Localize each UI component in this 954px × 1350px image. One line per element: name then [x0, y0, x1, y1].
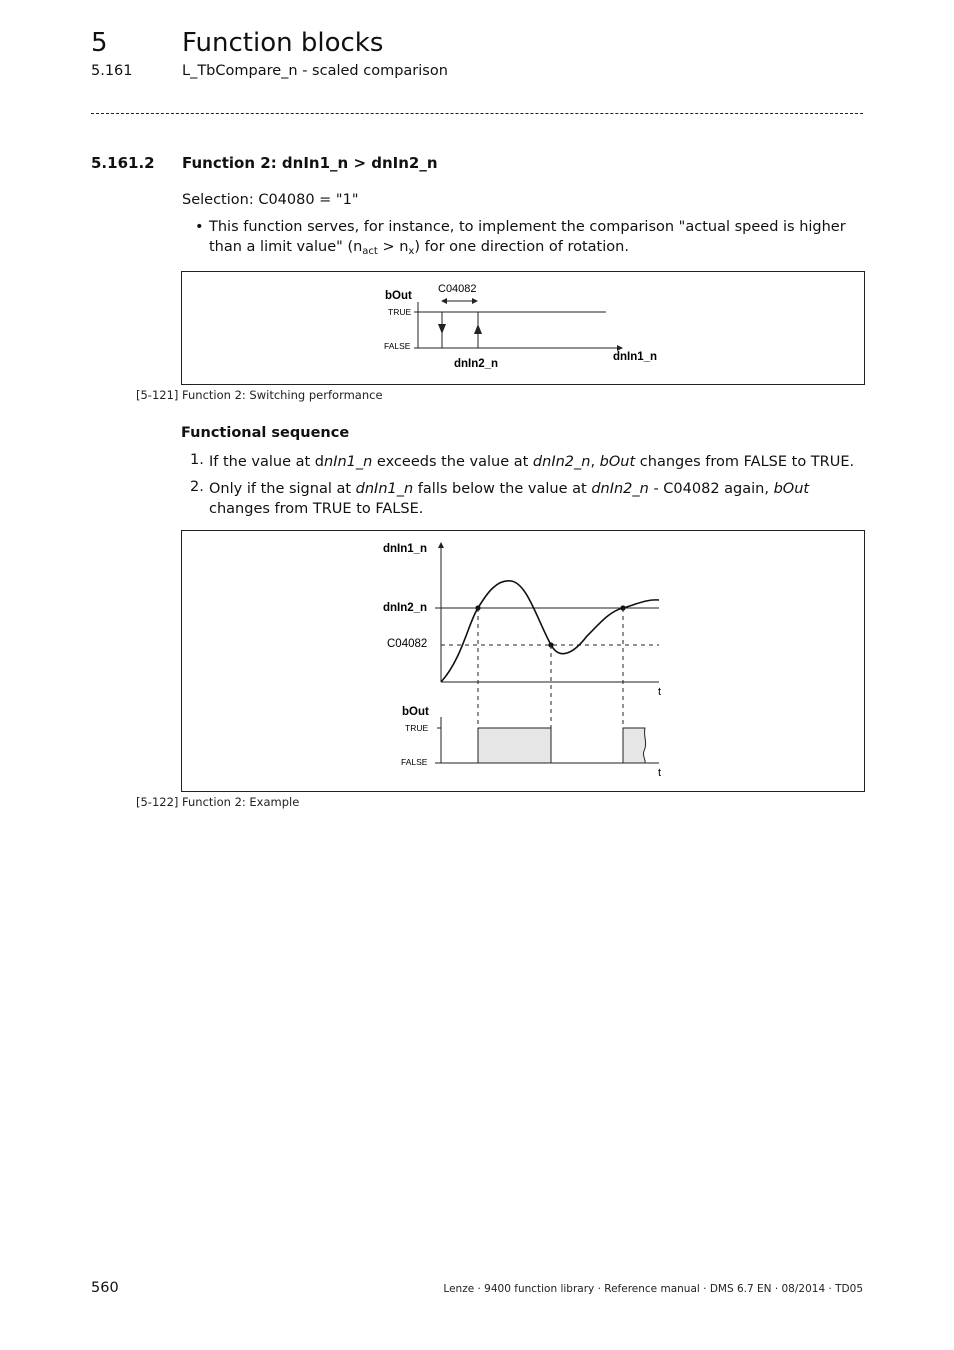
footer-text: Lenze · 9400 function library · Reference manual · DMS 6.7 EN · 08/2014 · TD05	[443, 1283, 863, 1295]
bullet-part: > n	[377, 239, 409, 255]
example-diagram	[182, 531, 864, 791]
italic-run: dnIn2_n	[532, 454, 591, 470]
fig2-time-label: t	[658, 686, 662, 698]
fig2-true-label: TRUE	[405, 723, 429, 733]
fig2-hysteresis-label: C04082	[387, 638, 428, 650]
section-number: 5.161	[91, 63, 133, 79]
figure-example	[181, 530, 865, 792]
italic-run: bOut	[773, 481, 810, 497]
italic-run: bOut	[599, 454, 636, 470]
text-run: exceeds the value at	[372, 454, 533, 470]
bullet-part: ) for one direction of rotation.	[414, 239, 629, 255]
bullet-part: This function serves, for instance, to implement the comparison "actual speed is higher than a limit value" (n	[209, 219, 846, 255]
italic-run: dnIn1_n	[355, 481, 414, 497]
functional-sequence-heading: Functional sequence	[181, 425, 350, 441]
section-title: L_TbCompare_n - scaled comparison	[182, 63, 448, 79]
figure1-caption: Function 2: Switching performance	[182, 388, 383, 402]
fig1-up-arrow	[474, 324, 482, 334]
bullet-sub: act	[362, 246, 378, 257]
bullet-marker: •	[195, 219, 204, 235]
chapter-title: Function blocks	[182, 28, 384, 58]
text-run: Only if the signal at	[209, 481, 356, 497]
fig1-down-arrow	[438, 324, 446, 334]
fig2-threshold-label: dnIn2_n	[383, 602, 428, 614]
fig1-axis-label: dnIn1_n	[613, 351, 658, 363]
chapter-number: 5	[91, 28, 108, 58]
text-run: ,	[590, 454, 600, 470]
list-item	[209, 452, 869, 472]
text-run: If the value at d	[209, 454, 324, 470]
fig2-bout-label: bOut	[402, 706, 429, 718]
figure2-caption: Function 2: Example	[182, 795, 300, 809]
italic-run: nIn1_n	[324, 454, 373, 470]
page-number: 560	[91, 1280, 119, 1296]
header-divider	[91, 113, 863, 114]
list-item	[209, 479, 859, 519]
fig1-threshold-label: dnIn2_n	[454, 358, 499, 370]
bullet-text	[209, 217, 869, 257]
fig1-bout-label: bOut	[385, 290, 412, 302]
figure1-caption-number: [5-121]	[136, 388, 179, 402]
fig1-true-label: TRUE	[388, 307, 412, 317]
text-run: changes from FALSE to TRUE.	[635, 454, 855, 470]
selection-text: Selection: C04080 = "1"	[182, 192, 359, 208]
fig2-signal-curve	[441, 581, 659, 682]
fig2-input-label: dnIn1_n	[383, 543, 428, 555]
fig1-hysteresis-label: C04082	[438, 283, 477, 295]
fig2-time-label-bottom: t	[658, 767, 662, 779]
figure-switching-performance	[181, 271, 865, 385]
italic-run: dnIn2_n	[591, 481, 649, 497]
text-run: falls below the value at	[413, 481, 592, 497]
fig2-true-pulse	[623, 728, 646, 763]
text-run: - C04082 again,	[648, 481, 774, 497]
fig2-false-label: FALSE	[401, 757, 428, 767]
list-item-number: 1.	[190, 452, 204, 468]
fig2-true-pulse	[478, 728, 551, 763]
figure2-caption-number: [5-122]	[136, 795, 179, 809]
switching-diagram	[182, 272, 864, 384]
list-item-number: 2.	[190, 479, 204, 495]
text-run: changes from TRUE to FALSE.	[209, 501, 424, 517]
subsection-title: Function 2: dnIn1_n > dnIn2_n	[182, 154, 438, 172]
bullet-sub: x	[408, 246, 415, 257]
fig1-false-label: FALSE	[384, 341, 411, 351]
subsection-number: 5.161.2	[91, 154, 155, 172]
